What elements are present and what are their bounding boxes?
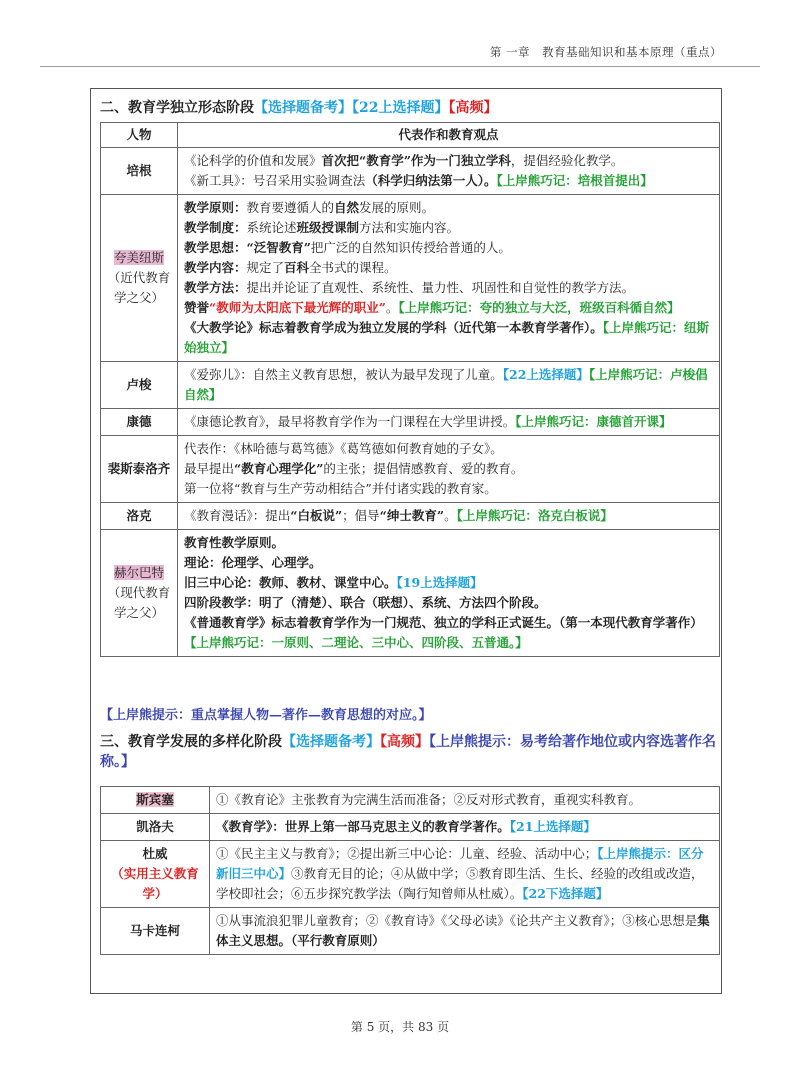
person-name: 凯洛夫 (101, 814, 210, 841)
text: ；倡导 (342, 508, 380, 523)
text: 教育性教学原则。 (184, 535, 285, 550)
text: 《大教学论》标志着教育学成为独立发展的学科（近代第一本教育学著作）。 (184, 320, 603, 335)
text: 《康德论教育》，最早将教育学作为一门课程在大学里讲授。 (184, 414, 516, 429)
mnemonic-tag: 【上岸熊巧记：培根首提出】 (496, 173, 653, 188)
table-row (101, 436, 720, 503)
person-title: （实用主义教育学） (111, 866, 199, 901)
text: 教学原则： (184, 200, 247, 215)
person-name: 卢梭 (101, 362, 178, 409)
section3-tip: 【上岸熊提示：易考给著作地位或内容选著作名称。】 (100, 734, 716, 770)
page-number: 第 5 页，共 83 页 (350, 1020, 450, 1034)
text: 旧三中心论：教师、教材、课堂中心。 (184, 575, 397, 590)
section3-table (100, 786, 720, 955)
exam-tag: 【上岸熊提示：区分新旧三中心】 (216, 846, 704, 881)
section2-tip: 【上岸熊提示：重点掌握人物—著作—教育思想的对应。】 (100, 708, 432, 723)
section3-title: 三、教育学发展的多样化阶段 (100, 734, 282, 750)
table-row (101, 841, 720, 908)
table-row (101, 409, 720, 436)
highlighted-name: 斯宾塞 (136, 792, 174, 807)
person-detail (178, 436, 720, 503)
text: 。（平行教育原则） (278, 933, 385, 948)
mnemonic-tag: 【上岸熊巧记：夸的独立与大泛，班级百科循自然】 (398, 300, 680, 315)
text: 全书式的课程。 (309, 260, 397, 275)
text: ①从事流浪犯罪儿童教育；②《教育诗》《父母必读》《论共产主义教育》；③核心思想是 (216, 913, 698, 928)
text: 发展的原则。 (359, 200, 435, 215)
person-name: 培根 (101, 148, 178, 195)
section2-title: 二、教育学独立形态阶段 (100, 100, 254, 116)
text: 规定了 (246, 260, 285, 275)
text: ①《民主主义与教育》；②提出新三中心论：儿童、经验、活动中心； (216, 846, 598, 861)
person-name (101, 530, 178, 657)
text: 四阶段教学：明了（清楚）、联合（联想）、系统、方法四个阶段。 (184, 595, 547, 610)
highlighted-name: 夸美纽斯 (113, 250, 164, 265)
section2-heading (100, 98, 720, 118)
text: 把广泛的自然知识传授给普通的人。 (310, 240, 511, 255)
table-row (101, 148, 720, 195)
person-detail (178, 362, 720, 409)
section3-tag-exam: 【选择题备考】 (282, 734, 380, 750)
text: 教学内容： (184, 260, 247, 275)
text: “白板说” (290, 508, 343, 523)
text: 集体主义思想 (216, 913, 710, 948)
table-header-row (101, 123, 720, 148)
person-name (101, 195, 178, 362)
exam-tag: 【22下选择题】 (522, 886, 609, 901)
text: 杜威 (142, 846, 168, 861)
table-row (101, 503, 720, 530)
section3-table-wrap (100, 786, 720, 955)
table-row (101, 908, 720, 955)
col-person: 人物 (101, 123, 178, 148)
text: 理论：伦理学、心理学。 (184, 555, 322, 570)
mnemonic-tag: 【上岸熊巧记：卢梭倡自然】 (184, 367, 708, 402)
mnemonic-tag: 【上岸熊巧记：康德首开课】 (515, 414, 672, 429)
text: 《普通教育学》标志着教育学作为一门规范、独立的学科正式诞生。（第一本现代教育学著作） (184, 615, 703, 630)
text: 教学方法： (184, 280, 247, 295)
text: 提出并论证了直观性、系统性、量力性、巩固性和自觉性的教学方法。 (246, 280, 635, 295)
text: 第一位将“教育与生产劳动相结合”并付诸实践的教育家。 (184, 481, 497, 496)
text: 教学思想： (184, 240, 247, 255)
text: 赞誉 (184, 300, 210, 315)
text: 百科 (284, 260, 310, 275)
text: “教师为太阳底下最光辉的职业” (209, 300, 386, 315)
section2-tag-22up: 【22上选择题】 (352, 100, 449, 116)
section2-tag-frequent: 【高频】 (448, 100, 498, 116)
text: 《教育漫话》：提出 (184, 508, 291, 523)
text: 首次把“教育学”作为一门独立学科 (321, 153, 511, 168)
person-detail (178, 148, 720, 195)
text: 代表作：《林哈德与葛笃德》《葛笃德如何教育她的子女》。 (184, 441, 503, 456)
mnemonic-tag: 【上岸熊巧记：一原则、二理论、三中心、四阶段、五普通。】 (184, 635, 528, 650)
person-name: 洛克 (101, 503, 178, 530)
text: “绅士教育” (379, 508, 445, 523)
table-row (101, 362, 720, 409)
person-detail: ①《教育论》主张教育为完满生活而准备；②反对形式教育，重视实科教育。 (210, 787, 720, 814)
person-title: （近代教育学之父） (107, 270, 171, 305)
highlighted-name: 赫尔巴特 (113, 565, 164, 580)
text: 《爱弥儿》：自然主义教育思想，被认为最早发现了儿童。 (184, 367, 503, 382)
text: “教育心理学化” (234, 461, 324, 476)
header-divider (40, 66, 760, 67)
text: 的主张；提倡情感教育、爱的教育。 (323, 461, 524, 476)
person-detail (178, 409, 720, 436)
section2-tag-exam: 【选择题备考】 (254, 100, 352, 116)
text: ③教育无目的论；④从做中学；⑤教育即生活、生长、经验的改组或改造，学校即社会；⑥五步探究教学法（陶行知曾师从杜威）。 (216, 866, 704, 901)
section3-heading-block (100, 706, 720, 772)
text: 。 (444, 508, 457, 523)
person-name: 康德 (101, 409, 178, 436)
person-name (101, 841, 210, 908)
text: 系统论述 (246, 220, 297, 235)
text: 《新工具》：号召采用实验调查法 (184, 173, 366, 188)
person-name (101, 787, 210, 814)
text: （科学归纳法第一人）。 (365, 173, 497, 188)
text: 教学制度： (184, 220, 247, 235)
table-row (101, 787, 720, 814)
table-row (101, 814, 720, 841)
chapter-header: 第 一章 教育基础知识和基本原理（重点） (489, 45, 722, 59)
text: “泛智教育” (246, 240, 311, 255)
section3-tag-frequent: 【高频】 (380, 734, 429, 750)
text: 班级授课制 (296, 220, 360, 235)
section2-table-wrap (100, 122, 720, 657)
table-row (101, 195, 720, 362)
exam-tag: 【21上选择题】 (509, 819, 596, 834)
person-detail (210, 841, 720, 908)
person-detail (178, 530, 720, 657)
exam-tag: 【19上选择题】 (396, 575, 483, 590)
section2-table (100, 122, 720, 657)
text: 自然 (334, 200, 360, 215)
person-name: 裴斯泰洛齐 (101, 436, 178, 503)
text: 《教育学》：世界上第一部马克思主义的教育学著作。 (216, 819, 510, 834)
text: 最早提出 (184, 461, 235, 476)
person-name: 马卡连柯 (101, 908, 210, 955)
person-title: （现代教育学之父） (107, 585, 171, 620)
text: 方法和实施内容。 (359, 220, 460, 235)
person-detail (210, 814, 720, 841)
col-works: 代表作和教育观点 (178, 123, 720, 148)
person-detail (178, 503, 720, 530)
mnemonic-tag: 【上岸熊巧记：纽斯始独立】 (184, 320, 710, 355)
person-detail (210, 908, 720, 955)
table-row (101, 530, 720, 657)
exam-tag: 【22上选择题】 (502, 367, 589, 382)
mnemonic-tag: 【上岸熊巧记：洛克白板说】 (456, 508, 613, 523)
text: 。 (385, 300, 399, 315)
text: 《论科学的价值和发展》 (184, 153, 322, 168)
person-detail (178, 195, 720, 362)
text: ，提倡经验化教学。 (510, 153, 624, 168)
text: 教育要遵循人的 (246, 200, 335, 215)
